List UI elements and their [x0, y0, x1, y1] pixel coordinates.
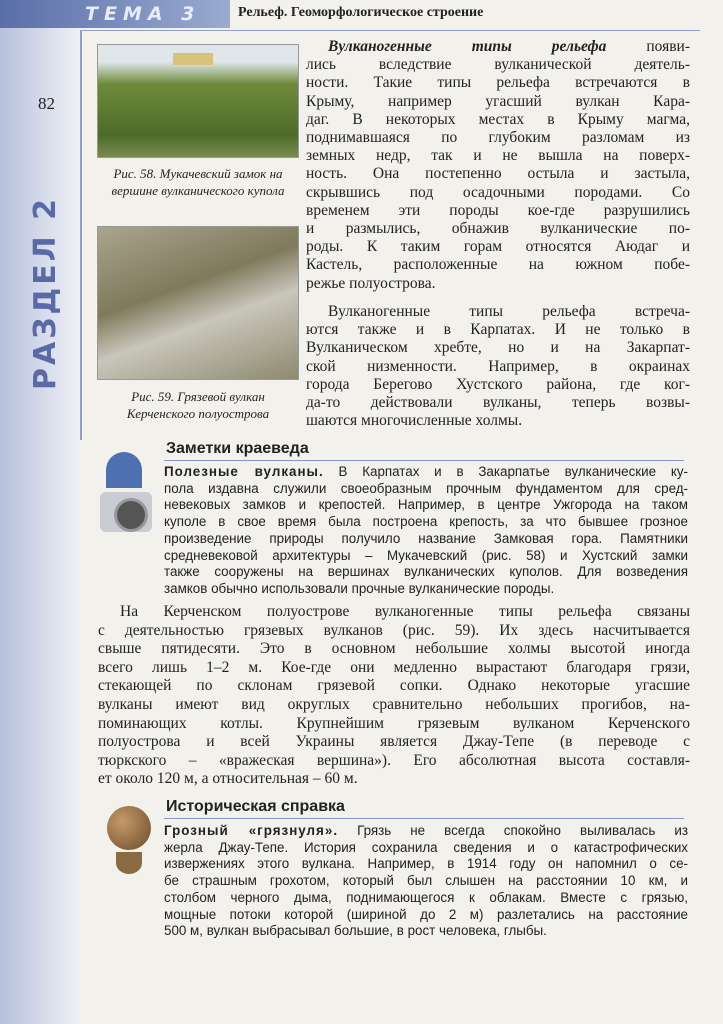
- text-line: ет около 120 м, а относительная – 60 м.: [98, 770, 358, 788]
- text-line: извержениях этого вулкана. Например, в 1914 году он напомнил о се-: [164, 856, 688, 872]
- text-line: Вулканогенные типы рельефа встреча-: [328, 303, 690, 320]
- text-line: Вулканогенные типы рельефа появи-: [328, 38, 691, 55]
- text-line: Вулканическом хребте, но и на Закарпат-: [306, 339, 690, 357]
- text-line: На Керченском полуострове вулканогенные типы рельефа связаны: [120, 603, 690, 620]
- text-line: 500 м, вулкан выбрасывал большие, в рост человека, глыбы.: [164, 923, 547, 939]
- box-history-text: [164, 823, 688, 940]
- text-line: вулканы имеют вид округлых сравнительно небольших прогибов, на-: [98, 695, 690, 713]
- text-line: бе страшным грохотом, который был слышен на расстоянии 10 км, и: [164, 873, 688, 889]
- text-line: произведение природы получило название Замковая гора. Памятники: [164, 530, 688, 546]
- text-line: свыше пятидесяти. Это в основном небольшие холмы высотой иногда: [98, 640, 690, 658]
- text-line: города Берегово Хустского района, где ког-: [306, 375, 690, 393]
- text-line: жерла Джау-Тепе. История сохранила сведения и о катастрофических: [164, 839, 688, 855]
- text-line: средневековой архитектуры – Мукачевский (рис. 58) и Хустский замки: [164, 547, 688, 563]
- text-line: Кастель, расположенные на южном побе-: [306, 256, 690, 274]
- text-line: ются также и в Карпатах. И не только в: [306, 321, 690, 339]
- theme-label: ТЕМА 3: [85, 3, 201, 25]
- text-line: лись вследствие вулканической деятель-: [306, 56, 690, 74]
- text-line: всего лишь 1–2 м. Кое-где они медленно вырастают благодаря грязи,: [98, 658, 690, 676]
- text-line: шаются многочисленные холмы.: [306, 412, 523, 430]
- text-line: тюркского – «вражеская вершина»). Его абсолютная высота составля-: [98, 751, 690, 769]
- text-line: замков обычно использовали прочные вулканические породы.: [164, 580, 555, 596]
- box-local-notes-text: [164, 464, 688, 598]
- text-line: роды. К таким горам относятся Аюдаг и: [306, 238, 690, 256]
- figure-58-image: [97, 44, 299, 158]
- globe-icon: [104, 806, 154, 881]
- text-line: земных недр, так и не вышла на поверх-: [306, 147, 690, 165]
- text-line: да-то действовали вулканы, теперь возвы-: [306, 394, 690, 412]
- camera-icon: [100, 452, 152, 537]
- text-line: ность. Она постепенно остыла и застыла,: [306, 165, 690, 183]
- text-line: даг. В некоторых местах в Крыму магма,: [306, 110, 690, 128]
- text-line: поминающих котлы. Крупнейшим грязевым вулканом Керченского: [98, 714, 690, 732]
- paragraph-carpathians: [306, 303, 690, 430]
- header-rule: [80, 30, 700, 31]
- text-line: с деятельностью грязевых вулканов (рис. 59). Их здесь насчитывается: [98, 621, 690, 639]
- page-header-title: Рельеф. Геоморфологическое строение: [238, 5, 484, 20]
- text-line: куполе в свое время была построена крепость, за что бывшее грозное: [164, 514, 688, 530]
- text-line: временем эти породы кое-где разрушились: [306, 201, 690, 219]
- box-history-title: Историческая справка: [166, 798, 345, 815]
- text-line: поднимавшаяся по глубоким разломам из: [306, 129, 690, 147]
- side-band: [0, 0, 80, 1024]
- paragraph-kerch: [98, 603, 690, 789]
- box-local-notes-title: Заметки краеведа: [166, 440, 309, 457]
- text-line: режье полуострова.: [306, 274, 436, 292]
- paragraph-volcanic-relief: [306, 38, 690, 293]
- box-rule: [164, 818, 684, 819]
- text-line: мощные потоки которой (шириной до 2 м) разлетались на расстояние: [164, 906, 688, 922]
- text-line: столбом черного дыма, поднимающегося к облакам. Вместе с грязью,: [164, 889, 688, 905]
- lead-term: Полезные вулканы.: [164, 464, 324, 479]
- page-number: 82: [38, 94, 55, 113]
- lead-term: Грозный «грязнуля».: [164, 823, 339, 838]
- figure-59-caption: Рис. 59. Грязевой вулкан Керченского полуострова: [126, 389, 270, 421]
- text-line: ской низменности. Например, в окраинах: [306, 357, 690, 375]
- lead-term: Вулканогенные типы рельефа: [328, 38, 607, 55]
- text-line: также сооружены на вершинах вулканических куполов. Для возведения: [164, 564, 688, 580]
- text-line: ности. Такие типы рельефа встречаются в: [306, 74, 690, 92]
- figure-59-image: [97, 226, 299, 380]
- text-line: Грозный «грязнуля». Грязь не всегда спокойно выливалась из: [164, 823, 688, 838]
- text-line: пола издавна служили своеобразным прочным фундаментом для сред-: [164, 480, 688, 496]
- section-label: РАЗДЕЛ 2: [28, 196, 63, 390]
- figure-58-caption: Рис. 58. Мукачевский замок на вершине вулканического купола: [111, 166, 285, 198]
- text-line: Полезные вулканы. В Карпатах и в Закарпатье вулканические ку-: [164, 464, 688, 479]
- frame-line: [80, 30, 82, 440]
- text-line: невековых замков и крепостей. Например, в центре Ужгорода на таком: [164, 497, 688, 513]
- text-line: и размылись, обнажив вулканические по-: [306, 220, 690, 238]
- text-line: скрывшись под осадочными породами. Со: [306, 183, 690, 201]
- text-line: стекающей по склонам грязевой сопки. Однако некоторые угасшие: [98, 677, 690, 695]
- text-line: Крыму, например угасший вулкан Кара-: [306, 92, 690, 110]
- text-line: полуострова и всей Украины является Джау-Тепе (в переводе с: [98, 733, 690, 751]
- box-rule: [164, 460, 684, 461]
